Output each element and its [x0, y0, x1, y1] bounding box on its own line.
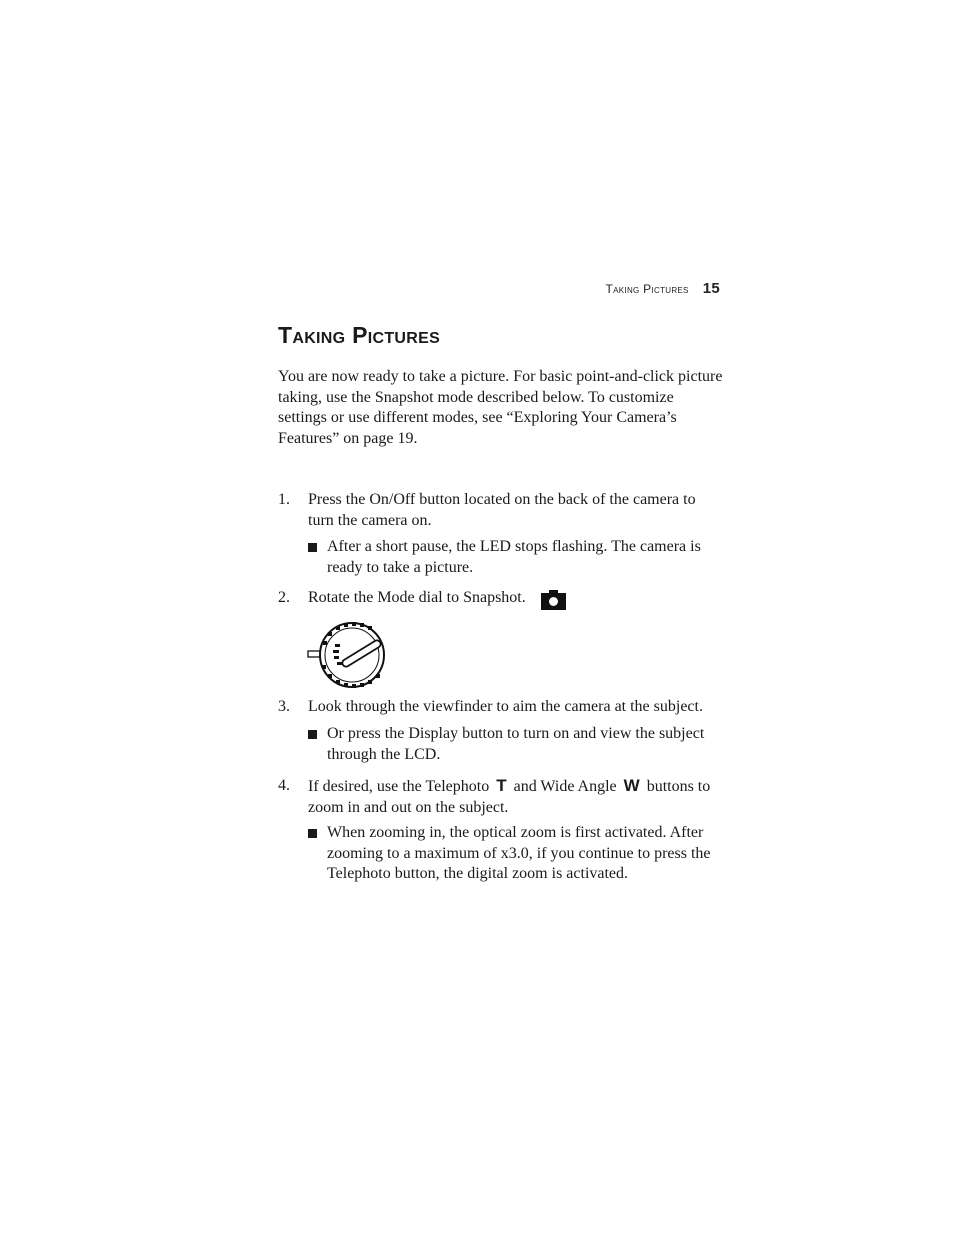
- step-1: [278, 490, 723, 531]
- step-text: Look through the viewfinder to aim the camera at the subject.: [308, 698, 703, 715]
- bullet-text: Or press the Display button to turn on and view the subject through the LCD.: [327, 725, 705, 763]
- step-3: [278, 697, 723, 718]
- step-3-bullet: [308, 724, 723, 765]
- step-text-part: and Wide Angle: [513, 778, 617, 795]
- step-4-bullet: [308, 823, 723, 885]
- step-text-part: If desired, use the Telephoto: [308, 778, 490, 795]
- camera-icon: [541, 590, 566, 610]
- wide-angle-w-icon: W: [623, 776, 640, 795]
- step-4: [278, 776, 723, 818]
- running-head: [560, 280, 720, 297]
- step-text: Rotate the Mode dial to Snapshot.: [308, 589, 526, 606]
- bullet-text: After a short pause, the LED stops flashing. The camera is ready to take a picture.: [327, 538, 701, 576]
- bullet-square-icon: [308, 543, 317, 552]
- step-text: Press the On/Off button located on the back of the camera to turn the camera on.: [308, 491, 696, 529]
- step-2: [278, 588, 723, 609]
- intro-paragraph: You are now ready to take a picture. For basic point-and-click picture taking, use the Snapshot mode described below. To customize settings or use different modes, see “Exploring Your Camera’s Features” on page 19.: [278, 368, 723, 447]
- step-text-part: buttons to zoom in and out on the subject.: [308, 778, 711, 816]
- page-number: 15: [702, 280, 720, 297]
- step-text: [308, 776, 723, 818]
- step-1-bullet: [308, 537, 723, 578]
- bullet-square-icon: [308, 829, 317, 838]
- bullet-square-icon: [308, 730, 317, 739]
- step-number: 4.: [278, 777, 290, 794]
- section-title: Taking Pictures: [278, 322, 441, 348]
- step-number: 1.: [278, 491, 290, 508]
- bullet-text: When zooming in, the optical zoom is first activated. After zooming to a maximum of x3.0, if you continue to press the Telephoto button, the digital zoom is activated.: [327, 824, 711, 882]
- step-number: 3.: [278, 698, 290, 715]
- step-number: 2.: [278, 589, 290, 606]
- mode-dial-illustration: [306, 618, 388, 692]
- telephoto-t-icon: T: [496, 776, 507, 795]
- running-head-title: Taking Pictures: [605, 282, 689, 296]
